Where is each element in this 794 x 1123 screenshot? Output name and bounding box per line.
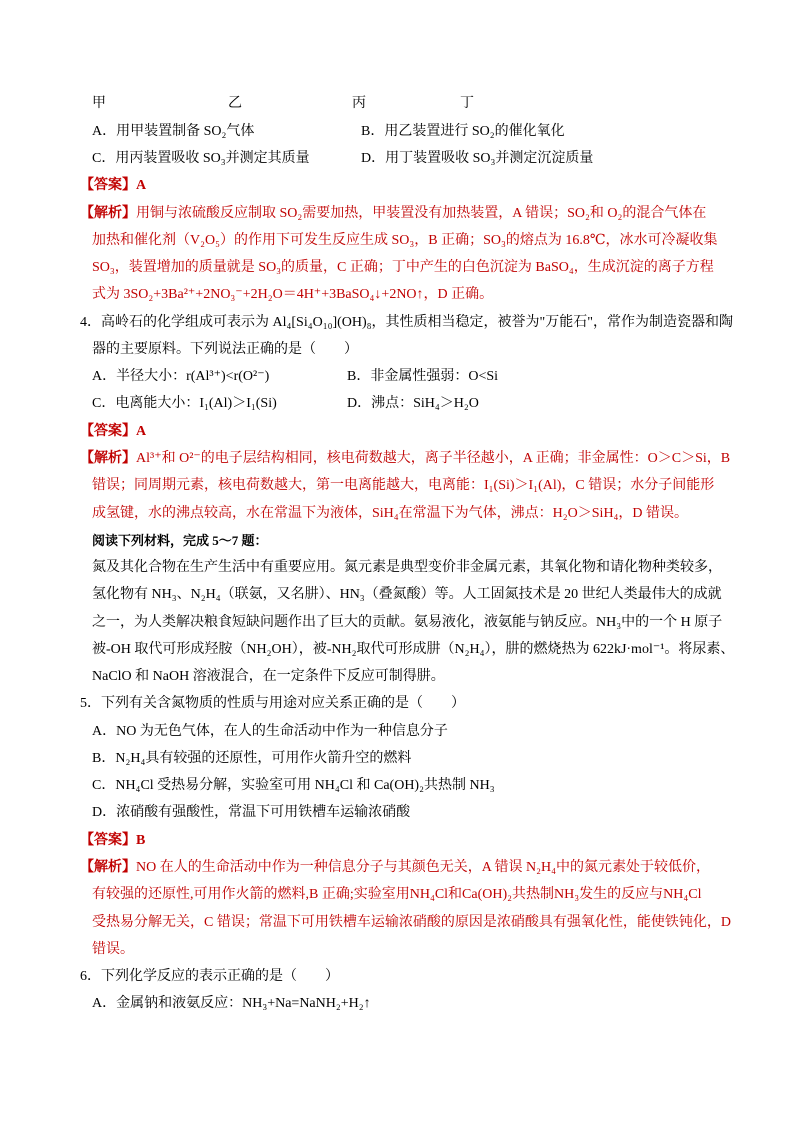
q3-analysis-line: 加热和催化剂（V₂O₅）的作用下可发生反应生成 SO₃，B 正确；SO₃的熔点为 16.8℃，冰水可冷凝收集 [92, 232, 718, 248]
q3-analysis-label: 【解析】 [80, 205, 136, 221]
q5-analysis-text: NO 在人的生命活动中作为一种信息分子与其颜色无关，A 错误 N₂H₄中的氮元素处于较低价， [136, 860, 711, 875]
material-line: 被-OH 取代可形成羟胺（NH₂OH），被-NH₂取代可形成肼（N₂H₄），肼的燃烧热为 622kJ·mol⁻¹。将尿素、 [92, 641, 735, 657]
q5-analysis-line: 受热易分解无关，C 错误；常温下可用铁槽车运输浓硝酸的原因是浓硝酸具有强氧化性，能使铁钝化，D [92, 914, 731, 930]
q5-option-c: C．NH₄Cl 受热易分解，实验室可用 NH₄Cl 和 Ca(OH)₂共热制 NH₃ [92, 778, 495, 794]
q5-analysis-line [80, 854, 710, 881]
figure-label-bing: 丙 [352, 96, 366, 112]
q3-answer: 【答案】A [80, 178, 147, 194]
material-line: 氮及其化合物在生产生活中有重要应用。氮元素是典型变价非金属元素，其氧化物和请化物种类较多， [92, 560, 722, 575]
q3-analysis-line: SO₃，装置增加的质量就是 SO₃的质量，C 正确；丁中产生的白色沉淀为 BaSO₄，生成沉淀的离子方程 [92, 260, 714, 275]
q4-options-row-1 [0, 363, 794, 390]
q5-analysis-label: 【解析】 [80, 860, 136, 875]
q4-stem-line: 器的主要原料。下列说法正确的是（ ） [92, 341, 358, 357]
q6-option-a: A．金属钠和液氨反应：NH₃+Na=NaNH₂+H₂↑ [92, 996, 371, 1012]
material-line: 氢化物有 NH₃、N₂H₄（联氨，又名肼）、HN₃（叠氮酸）等。人工固氮技术是 20 世纪人类最伟大的成就 [92, 587, 722, 603]
material-line: 之一，为人类解决粮食短缺问题作出了巨大的贡献。氨易液化，液氨能与钠反应。NH₃中的一个 H 原子 [92, 614, 723, 630]
material-heading: 阅读下列材料，完成 5～7 题： [92, 532, 268, 548]
q4-answer: 【答案】A [80, 423, 147, 439]
q4-analysis-text: Al³⁺和 O²⁻的电子层结构相同，核电荷数越大，离子半径越小，A 正确；非金属性：O＞C＞Si，B [136, 450, 731, 466]
q5-option-a: A．NO 为无色气体，在人的生命活动中作为一种信息分子 [92, 723, 448, 739]
q4-analysis-line [80, 445, 730, 472]
q4-option-c: C．电离能大小：I₁(Al)＞I₁(Si) [92, 396, 277, 412]
q5-option-b: B．N₂H₄具有较强的还原性，可用作火箭升空的燃料 [92, 750, 412, 766]
q3-options-row-2 [0, 145, 794, 172]
q4-option-d: D．沸点：SiH₄＞H₂O [347, 396, 479, 412]
q4-analysis-line: 错误；同周期元素，核电荷数越大，第一电离能越大，电离能：I₁(Si)＞I₁(Al)，C 错误；水分子间能形 [92, 478, 715, 494]
figure-label-yi: 乙 [228, 96, 242, 112]
q3-option-a: A．用甲装置制备 SO₂气体 [92, 123, 255, 139]
q4-option-a: A．半径大小：r(Al³⁺)<r(O²⁻) [92, 369, 270, 385]
q3-option-b: B．用乙装置进行 SO₂的催化氧化 [361, 123, 565, 139]
q3-analysis-line [80, 200, 706, 227]
q4-option-b: B．非金属性强弱：O<Si [347, 369, 499, 385]
q5-analysis-line: 有较强的还原性,可用作火箭的燃料,B 正确;实验室用NH₄Cl和Ca(OH)₂共热制NH₃发生的反应与NH₄Cl [92, 887, 702, 903]
q3-analysis-text: 用铜与浓硫酸反应制取 SO₂需要加热，甲装置没有加热装置，A 错误；SO₂和 O₂的混合气体在 [136, 205, 707, 221]
q3-analysis-line: 式为 3SO₂+3Ba²⁺+2NO₃⁻+2H₂O＝4H⁺+3BaSO₄↓+2NO↑，D 正确。 [92, 287, 494, 303]
q4-stem-line: 4．高岭石的化学组成可表示为 Al₄[Si₄O₁₀](OH)₈，其性质相当稳定，被誉为"万能石"，常作为制造瓷器和陶 [80, 314, 733, 330]
q4-analysis-label: 【解析】 [80, 450, 136, 466]
q4-analysis-line: 成氢键，水的沸点较高，水在常温下为液体，SiH₄在常温下为气体，沸点：H₂O＞SiH₄，D 错误。 [92, 505, 689, 521]
figure-label-ding: 丁 [460, 96, 474, 112]
q5-option-d: D．浓硝酸有强酸性，常温下可用铁槽车运输浓硝酸 [92, 805, 411, 821]
q6-stem: 6．下列化学反应的表示正确的是（ ） [80, 969, 339, 984]
q3-option-c: C．用丙装置吸收 SO₃并测定其质量 [92, 150, 310, 166]
figure-label-jia: 甲 [92, 96, 106, 112]
figure-labels-row [0, 90, 794, 117]
q5-analysis-line: 错误。 [92, 941, 134, 957]
q5-answer: 【答案】B [80, 832, 146, 848]
q5-stem: 5．下列有关含氮物质的性质与用途对应关系正确的是（ ） [80, 696, 465, 712]
q4-options-row-2 [0, 390, 794, 417]
material-line: NaClO 和 NaOH 溶液混合，在一定条件下反应可制得肼。 [92, 669, 445, 685]
q3-option-d: D．用丁装置吸收 SO₃并测定沉淀质量 [361, 150, 594, 166]
q3-options-row-1 [0, 118, 794, 145]
